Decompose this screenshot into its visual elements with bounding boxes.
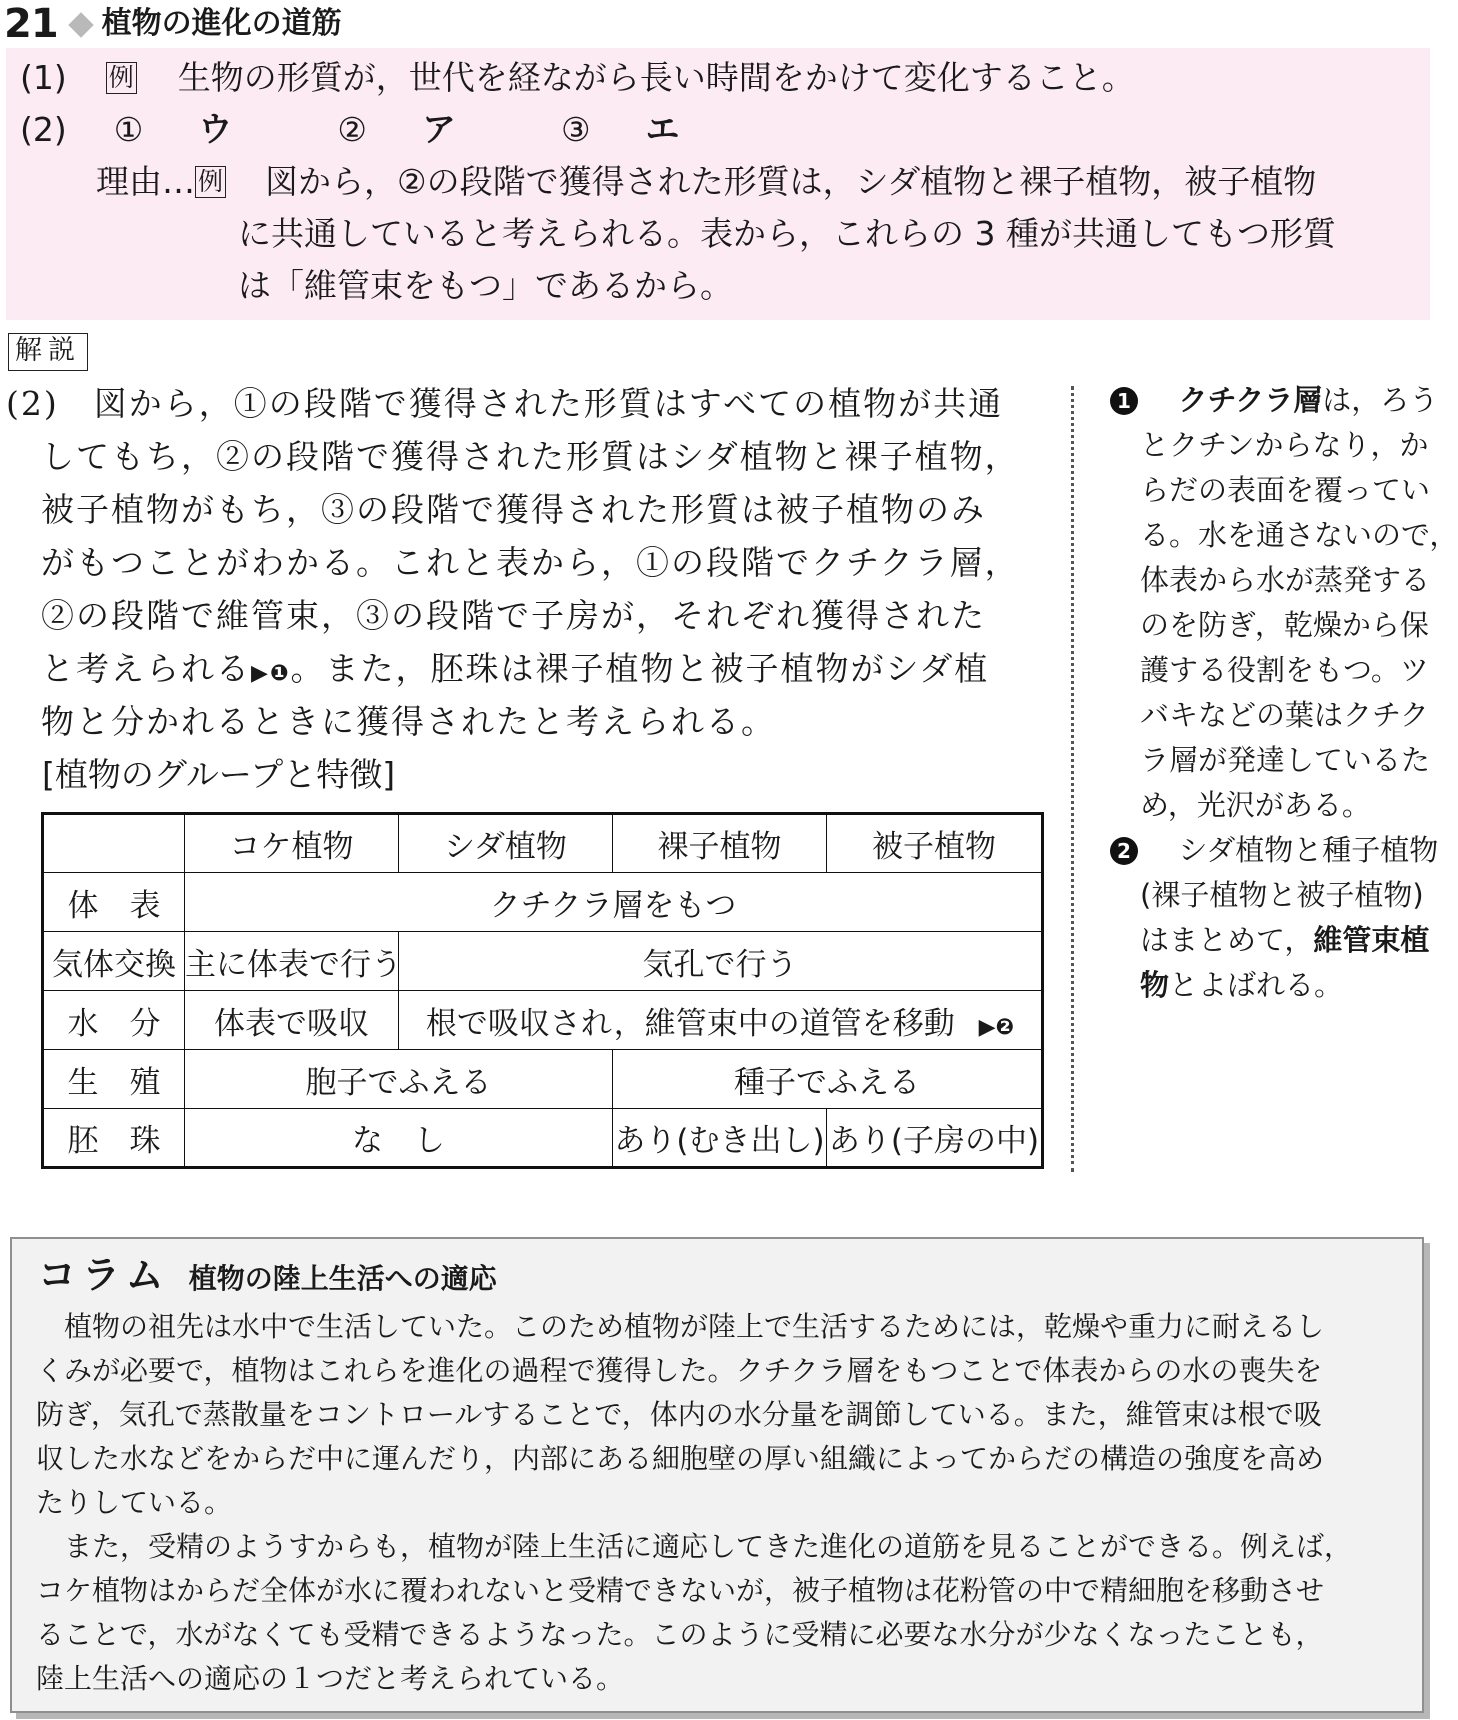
cell-gas-others: 気孔で行う <box>399 932 1043 991</box>
dotted-divider <box>1071 386 1074 1172</box>
cell-cuticle: クチクラ層をもつ <box>185 873 1043 932</box>
explanation-line-4: がもつことがわかる。これと表から，①の段階でクチクラ層， <box>6 543 1020 582</box>
ref-mark-1: ▶❶ <box>251 661 291 686</box>
answer-q1-label: (1) <box>20 58 67 97</box>
answer-q2-choice-2: ア <box>421 110 456 150</box>
column-header <box>38 1253 497 1305</box>
explanation-line-6a: と考えられる <box>6 649 251 688</box>
question-number: 21 <box>4 1 58 47</box>
reason-line-1 <box>96 162 1316 202</box>
answer-q2 <box>20 110 680 150</box>
cell-ovule-angio: あり(子房の中) <box>827 1109 1043 1168</box>
answer-q1 <box>20 58 1135 98</box>
row-label-gas-exchange: 気体交換 <box>43 932 185 991</box>
row-label-water: 水 分 <box>43 991 185 1050</box>
table-corner-cell <box>43 814 185 873</box>
column-line-7: コケ植物はからだ全体が水に覆われないと受精できないが，被子植物は花粉管の中で精細胞を移動させ <box>36 1574 1325 1607</box>
note1-line-6: のを防ぎ，乾燥から保 <box>1140 608 1429 642</box>
table-row-gas-exchange <box>43 932 1043 991</box>
answer-q2-choice-3: エ <box>645 110 680 150</box>
explanation-line-6 <box>6 649 989 694</box>
column-line-2: くみが必要で，植物はこれらを進化の過程で獲得した。クチクラ層をもつことで体表からの水の喪失を <box>36 1354 1323 1387</box>
explanation-line-6b: 。また，胚珠は裸子植物と被子植物がシダ植 <box>290 649 990 688</box>
note1-line-4: る。水を通さないので， <box>1140 518 1458 552</box>
explanation-line-1: (2) 図から，①の段階で獲得された形質はすべての植物が共通 <box>6 384 1004 423</box>
reason-label: 理由… <box>96 162 195 201</box>
table-row-body-surface <box>43 873 1043 932</box>
note2-line-4 <box>1140 967 1343 1003</box>
column-title: 植物の陸上生活への適応 <box>188 1262 497 1295</box>
note2-line-1 <box>1110 832 1438 868</box>
answer-q2-num-2: ② <box>337 110 367 149</box>
note2-text-3: はまとめて， <box>1140 923 1314 957</box>
note1-line-10: め，光沢がある。 <box>1140 788 1371 822</box>
cell-gas-moss: 主に体表で行う <box>185 932 399 991</box>
note2-text-1: シダ植物と種子植物 <box>1178 833 1439 867</box>
table-row-ovule <box>43 1109 1043 1168</box>
column-box <box>10 1237 1424 1713</box>
header-angiosperm: 被子植物 <box>827 814 1043 873</box>
ref-mark-2: ▶❷ <box>978 1014 1015 1040</box>
column-line-8: ることで，水がなくても受精できるようなった。このように受精に必要な水分が少なくなったことも， <box>36 1618 1324 1651</box>
column-keyword: コラム <box>38 1253 170 1297</box>
row-label-reproduction: 生 殖 <box>43 1050 185 1109</box>
note1-line-1 <box>1110 382 1438 418</box>
note2-line-2: (裸子植物と被子植物) <box>1140 878 1424 912</box>
plant-group-table <box>41 812 1044 1169</box>
explanation-label: 解説 <box>8 333 88 371</box>
reason-line-2: に共通していると考えられる。表から，これらの 3 種が共通してもつ形質 <box>238 214 1336 253</box>
row-label-body-surface: 体 表 <box>43 873 185 932</box>
note1-line-3: らだの表面を覆ってい <box>1140 473 1431 507</box>
cell-ovule-none: な し <box>185 1109 613 1168</box>
note1-line-8: バキなどの葉はクチク <box>1140 698 1429 732</box>
header-gymnosperm: 裸子植物 <box>613 814 827 873</box>
cell-water-moss: 体表で吸収 <box>185 991 399 1050</box>
note1-line-7: 護する役割をもつ。ツ <box>1140 653 1429 687</box>
explanation-line-3: 被子植物がもち，③の段階で獲得された形質は被子植物のみ <box>6 490 986 529</box>
table-title: [植物のグループと特徴] <box>42 755 396 794</box>
header-fern: シダ植物 <box>399 814 613 873</box>
note2-tail: とよばれる。 <box>1169 968 1344 1002</box>
answer-q1-text: 生物の形質が，世代を経ながら長い時間をかけて変化すること。 <box>177 58 1135 97</box>
explanation-line-7: 物と分かれるときに獲得されたと考えられる。 <box>6 702 776 741</box>
cell-seed: 種子でふえる <box>613 1050 1043 1109</box>
note1-badge: 1 <box>1110 387 1138 415</box>
column-line-5: たりしている。 <box>36 1486 233 1519</box>
note1-text-1: は，ろう <box>1322 383 1439 417</box>
table-row-reproduction <box>43 1050 1043 1109</box>
answer-q2-choice-1: ウ <box>198 110 233 150</box>
note2-line-3 <box>1140 922 1429 958</box>
header-moss: コケ植物 <box>185 814 399 873</box>
note1-line-9: ラ層が発達しているた <box>1140 743 1431 777</box>
cell-spore: 胞子でふえる <box>185 1050 613 1109</box>
example-mark: 例 <box>106 62 137 94</box>
column-line-6: また，受精のようすからも，植物が陸上生活に適応してきた進化の道筋を見ることができる。例えば， <box>36 1530 1353 1563</box>
reason-example-mark: 例 <box>195 166 226 198</box>
cell-water-others-text: 根で吸収され，維管束中の道管を移動 <box>425 1005 955 1042</box>
answer-box <box>6 48 1430 320</box>
answer-q2-num-1: ① <box>113 110 144 149</box>
answer-q2-num-3: ③ <box>560 110 591 149</box>
table-row-water <box>43 991 1043 1050</box>
note1-line-5: 体表から水が蒸発する <box>1140 563 1431 597</box>
explanation-line-5: ②の段階で維管束，③の段階で子房が，それぞれ獲得された <box>6 596 986 635</box>
column-line-3: 防ぎ，気孔で蒸散量をコントロールすることで，体内の水分量を調節している。また，維管束は根で吸 <box>36 1398 1322 1431</box>
column-line-1: 植物の祖先は水中で生活していた。このため植物が陸上で生活するためには，乾燥や重力に耐えるし <box>36 1310 1325 1343</box>
column-line-9: 陸上生活への適応の１つだと考えられている。 <box>36 1662 625 1695</box>
answer-q2-label: (2) <box>20 110 67 149</box>
reason-line-3: は「維管束をもつ」であるから。 <box>238 266 733 305</box>
cell-water-others <box>399 991 1043 1050</box>
note1-term: クチクラ層 <box>1178 383 1323 417</box>
question-title: 植物の進化の道筋 <box>101 6 342 41</box>
explanation-line-2: してもち，②の段階で獲得された形質はシダ植物と裸子植物， <box>6 437 1020 476</box>
diamond-icon <box>68 12 93 37</box>
note2-term-a: 維管束植 <box>1313 923 1430 957</box>
reason-text-1: 図から，②の段階で獲得された形質は，シダ植物と裸子植物，被子植物 <box>265 162 1317 201</box>
note2-term-b: 物 <box>1140 968 1170 1002</box>
row-label-ovule: 胚 珠 <box>43 1109 185 1168</box>
table-header-row <box>43 814 1043 873</box>
cell-ovule-gymno: あり(むき出し) <box>613 1109 827 1168</box>
note1-line-2: とクチンからなり，か <box>1140 428 1429 462</box>
question-header <box>4 0 342 46</box>
note2-badge: 2 <box>1110 837 1138 865</box>
column-line-4: 収した水などをからだ中に運んだり，内部にある細胞壁の厚い組織によってからだの構造の強度を高め <box>36 1442 1325 1475</box>
